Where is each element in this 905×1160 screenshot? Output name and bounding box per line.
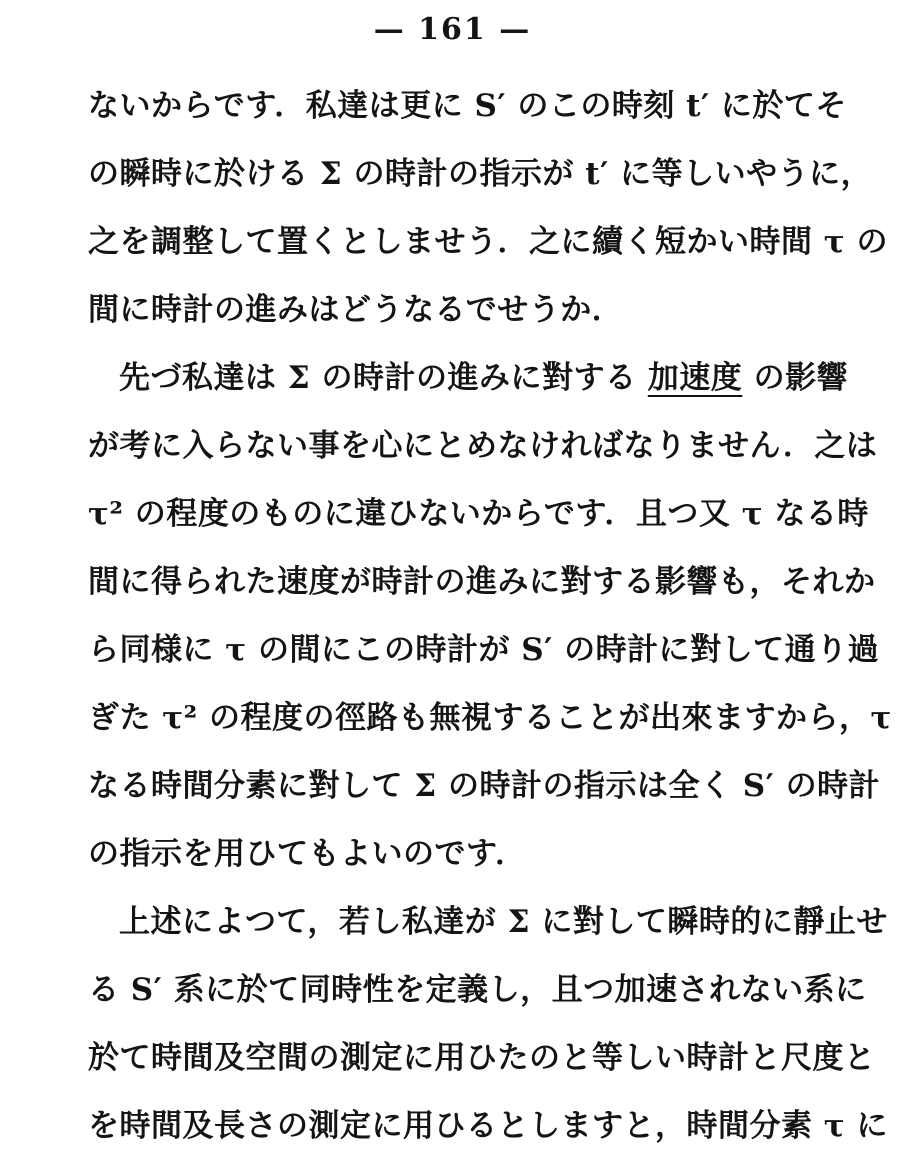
text-line-5-pre: 先づ私達は Σ の時計の進みに對する bbox=[119, 360, 648, 396]
text-line-5-post: の影響 bbox=[742, 360, 849, 396]
text-line-8: 間に得られた速度が時計の進みに對する影響も，それか bbox=[88, 564, 876, 600]
text-line-15: 於て時間及空間の測定に用ひたのと等しい時計と尺度と bbox=[88, 1040, 876, 1076]
text-line-1: ないからです．私達は更に S′ のこの時刻 t′ に於てそ bbox=[88, 88, 847, 124]
underlined-term: 加速度 bbox=[647, 360, 743, 396]
text-line-9: ら同様に τ の間にこの時計が S′ の時計に對して通り過 bbox=[88, 632, 880, 668]
text-line-4: 間に時計の進みはどうなるでせうか． bbox=[88, 292, 624, 328]
text-line-16: を時間及長さの測定に用ひるとしますと，時間分素 τ に bbox=[88, 1108, 888, 1144]
text-line-7: τ² の程度のものに違ひないからです．且つ又 τ なる時 bbox=[88, 496, 869, 532]
text-line-12: の指示を用ひてもよいのです． bbox=[88, 836, 527, 872]
text-line-14: る S′ 系に於て同時性を定義し，且つ加速されない系に bbox=[88, 972, 867, 1008]
text-line-6: が考に入らない事を心にとめなければなりません．之は bbox=[88, 428, 878, 464]
body-text bbox=[88, 72, 892, 1160]
text-line-2: の瞬時に於ける Σ の時計の指示が t′ に等しいやうに， bbox=[88, 156, 873, 192]
text-line-3: 之を調整して置くとしませう．之に續く短かい時間 τ の bbox=[88, 224, 888, 260]
text-line-11: なる時間分素に對して Σ の時計の指示は全く S′ の時計 bbox=[88, 768, 881, 804]
text-line-13: 上述によつて，若し私達が Σ に對して瞬時的に靜止せ bbox=[119, 904, 888, 940]
text-line-5 bbox=[88, 344, 849, 412]
text-line-10: ぎた τ² の程度の徑路も無視することが出來ますから，τ bbox=[88, 700, 892, 736]
page-number: — 161 — bbox=[373, 12, 532, 47]
